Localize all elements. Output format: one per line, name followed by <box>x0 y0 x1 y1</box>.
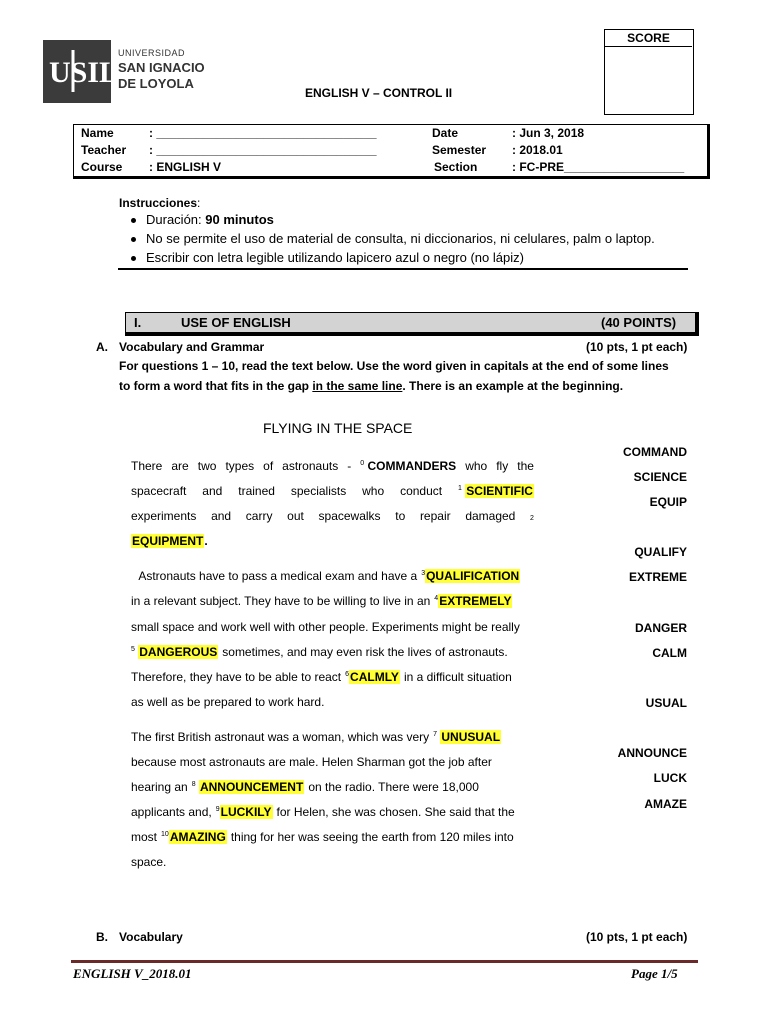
text: most <box>131 830 158 844</box>
keyword-announce: ANNOUNCE <box>617 746 687 760</box>
story-title: FLYING IN THE SPACE <box>263 420 413 436</box>
word: of <box>263 459 274 473</box>
text: as well as be prepared to work hard. <box>131 695 325 709</box>
word: repair <box>419 509 451 523</box>
word: are <box>171 459 189 473</box>
exam-title: ENGLISH V – CONTROL II <box>305 86 453 100</box>
teacher-label: Teacher <box>81 143 127 157</box>
question-number: 3 <box>421 570 426 577</box>
text: in a relevant subject. They have to be willing to live in an <box>131 594 431 608</box>
section-field[interactable]: : FC-PRE__________________ <box>512 160 685 174</box>
logo-line-2: SAN IGNACIO <box>118 60 205 75</box>
story-line <box>131 855 534 869</box>
question-number: 1 <box>458 485 462 492</box>
answer-1 <box>458 484 534 498</box>
bullet-icon <box>131 237 136 242</box>
answer-10 <box>161 830 227 844</box>
text: on the radio. There were 18,000 <box>308 780 479 794</box>
instructions-colon: : <box>197 196 201 210</box>
section-points: (40 POINTS) <box>601 315 677 330</box>
keyword-science: SCIENCE <box>633 470 687 484</box>
question-number: 5 <box>131 646 135 653</box>
part-a-instruction-line1: For questions 1 – 10, read the text below. Use the word given in capitals at the end of some lines <box>119 359 669 373</box>
text: hearing an <box>131 780 188 794</box>
story-line <box>131 594 534 608</box>
story-line <box>131 620 534 634</box>
question-number: 6 <box>345 671 350 678</box>
question-number: 7 <box>433 731 438 738</box>
answer-text: CALMLY <box>350 670 399 684</box>
instr-text: . There is an example at the beginning. <box>402 379 624 393</box>
answer-text: QUALIFICATION <box>426 569 520 583</box>
instruction-materials: No se permite el uso de material de consulta, ni diccionarios, ni celulares, palm o laptop. <box>146 231 655 246</box>
course-value: : ENGLISH V <box>149 160 222 174</box>
logo-line-1: UNIVERSIDAD <box>118 48 186 58</box>
word: conduct <box>400 484 443 498</box>
instructions-title <box>119 196 200 210</box>
keyword-extreme: EXTREME <box>628 570 687 584</box>
footer-divider <box>71 960 698 963</box>
question-number: 10 <box>161 831 169 838</box>
story-line <box>131 484 534 498</box>
part-b-label: B. <box>96 930 108 944</box>
keyword-amaze: AMAZE <box>644 797 687 811</box>
date-label: Date <box>432 126 459 140</box>
word: the <box>517 459 534 473</box>
bullet-icon <box>131 256 136 261</box>
logo-line-3: DE LOYOLA <box>118 76 194 91</box>
answer-3 <box>421 569 520 583</box>
duration-value: 90 minutos <box>205 212 274 227</box>
text: for Helen, she was chosen. She said that the <box>276 805 515 819</box>
keyword-usual: USUAL <box>645 696 687 710</box>
divider <box>118 268 688 270</box>
semester-value: : 2018.01 <box>512 143 563 157</box>
footer-page-number: Page 1/5 <box>631 966 678 981</box>
word: to <box>395 509 406 523</box>
word: trained <box>238 484 275 498</box>
instruction-handwriting: Escribir con letra legible utilizando lapicero azul o negro (no lápiz) <box>146 250 524 265</box>
question-number: 4 <box>434 595 439 602</box>
keyword-danger: DANGER <box>634 621 687 635</box>
story-line <box>131 755 534 769</box>
text: Astronauts have to pass a medical exam and have a <box>138 569 418 583</box>
name-field[interactable]: : _________________________________ <box>149 126 377 140</box>
word: damaged <box>465 509 516 523</box>
keyword-qualify: QUALIFY <box>634 545 687 559</box>
teacher-field[interactable]: : _________________________________ <box>149 143 377 157</box>
text: thing for her was seeing the earth from 120 miles into <box>230 830 514 844</box>
text: space. <box>131 855 167 869</box>
story-line <box>131 569 534 583</box>
instr-text: to form a word that fits in the gap <box>119 379 313 393</box>
keyword-command: COMMAND <box>623 445 687 459</box>
answer-4 <box>434 594 512 608</box>
answer-text: UNUSUAL <box>441 730 501 744</box>
question-number: 8 <box>191 781 196 788</box>
instructions-title-text: Instrucciones <box>119 196 198 210</box>
answer-text: DANGEROUS <box>139 645 218 659</box>
text: The first British astronaut was a woman, which was very <box>131 730 430 744</box>
text: Therefore, they have to be able to react <box>131 670 342 684</box>
story-line <box>131 670 534 684</box>
story-line <box>131 695 534 709</box>
word: spacewalks <box>318 509 381 523</box>
score-label: SCORE <box>605 30 692 47</box>
word: and <box>202 484 223 498</box>
footer-course: ENGLISH V_2018.01 <box>73 966 192 981</box>
svg-text:USIL: USIL <box>49 56 120 89</box>
word: astronauts <box>282 459 339 473</box>
instr-underlined: in the same line <box>312 379 403 393</box>
answer-9 <box>216 805 273 819</box>
answer-text: AMAZING <box>169 830 226 844</box>
question-number: 0 <box>360 460 365 467</box>
word: two <box>197 459 217 473</box>
answer-text: EQUIPMENT <box>132 534 204 548</box>
section-label: Section <box>434 160 478 174</box>
word: out <box>287 509 304 523</box>
answer-8 <box>192 780 305 794</box>
section-title: USE OF ENGLISH <box>181 315 291 330</box>
story-line <box>131 645 534 659</box>
story-line <box>131 780 534 794</box>
usil-logo-icon <box>43 40 120 103</box>
part-a-instruction-line2 <box>119 379 623 393</box>
answer-7 <box>433 730 501 744</box>
instruction-duration <box>146 212 274 227</box>
punctuation: . <box>204 534 208 548</box>
part-b-title: Vocabulary <box>119 930 183 944</box>
word: - <box>347 459 352 473</box>
keyword-equip: EQUIP <box>649 495 687 509</box>
university-logo <box>43 40 120 103</box>
answer-text: LUCKILY <box>220 805 272 819</box>
answer-text: EXTREMELY <box>439 594 512 608</box>
question-number: 9 <box>215 806 220 813</box>
story-line <box>131 730 534 744</box>
course-label: Course <box>81 160 123 174</box>
word: experiments <box>131 509 197 523</box>
part-a-points: (10 pts, 1 pt each) <box>586 340 688 354</box>
word: carry <box>245 509 273 523</box>
name-label: Name <box>81 126 114 140</box>
story-line <box>131 534 534 548</box>
story-line <box>131 459 534 473</box>
answer-0 <box>360 459 456 473</box>
text: sometimes, and may even risk the lives of astronauts. <box>222 645 508 659</box>
story-line: experiments and carry out spacewalks to repair damaged 2 <box>131 509 534 523</box>
answer-6 <box>345 670 400 684</box>
answer-5 <box>131 645 218 659</box>
word: types <box>225 459 255 473</box>
story-line <box>131 830 534 844</box>
text: applicants and, <box>131 805 212 819</box>
word: There <box>131 459 163 473</box>
score-box <box>604 29 694 115</box>
text: because most astronauts are male. Helen Sharman got the job after <box>131 755 492 769</box>
answer-text: SCIENTIFIC <box>466 484 533 498</box>
date-value: : Jun 3, 2018 <box>512 126 585 140</box>
word: specialists <box>290 484 347 498</box>
keyword-luck: LUCK <box>653 771 687 785</box>
part-a-label: A. <box>96 340 108 354</box>
word: who <box>465 459 488 473</box>
word: spacecraft <box>131 484 187 498</box>
word: and <box>211 509 232 523</box>
duration-label: Duración: <box>146 212 206 227</box>
word: fly <box>496 459 509 473</box>
word: who <box>362 484 385 498</box>
part-b-points: (10 pts, 1 pt each) <box>586 930 688 944</box>
answer-2 <box>131 534 208 548</box>
keyword-calm: CALM <box>652 646 687 660</box>
semester-label: Semester <box>432 143 487 157</box>
part-a-title: Vocabulary and Grammar <box>119 340 265 354</box>
section-number: I. <box>134 315 142 330</box>
story-line <box>131 805 534 819</box>
bullet-icon <box>131 218 136 223</box>
text: in a difficult situation <box>403 670 512 684</box>
text: small space and work well with other people. Experiments might be really <box>131 620 520 634</box>
answer-text: ANNOUNCEMENT <box>199 780 304 794</box>
answer-text: COMMANDERS <box>367 459 457 473</box>
